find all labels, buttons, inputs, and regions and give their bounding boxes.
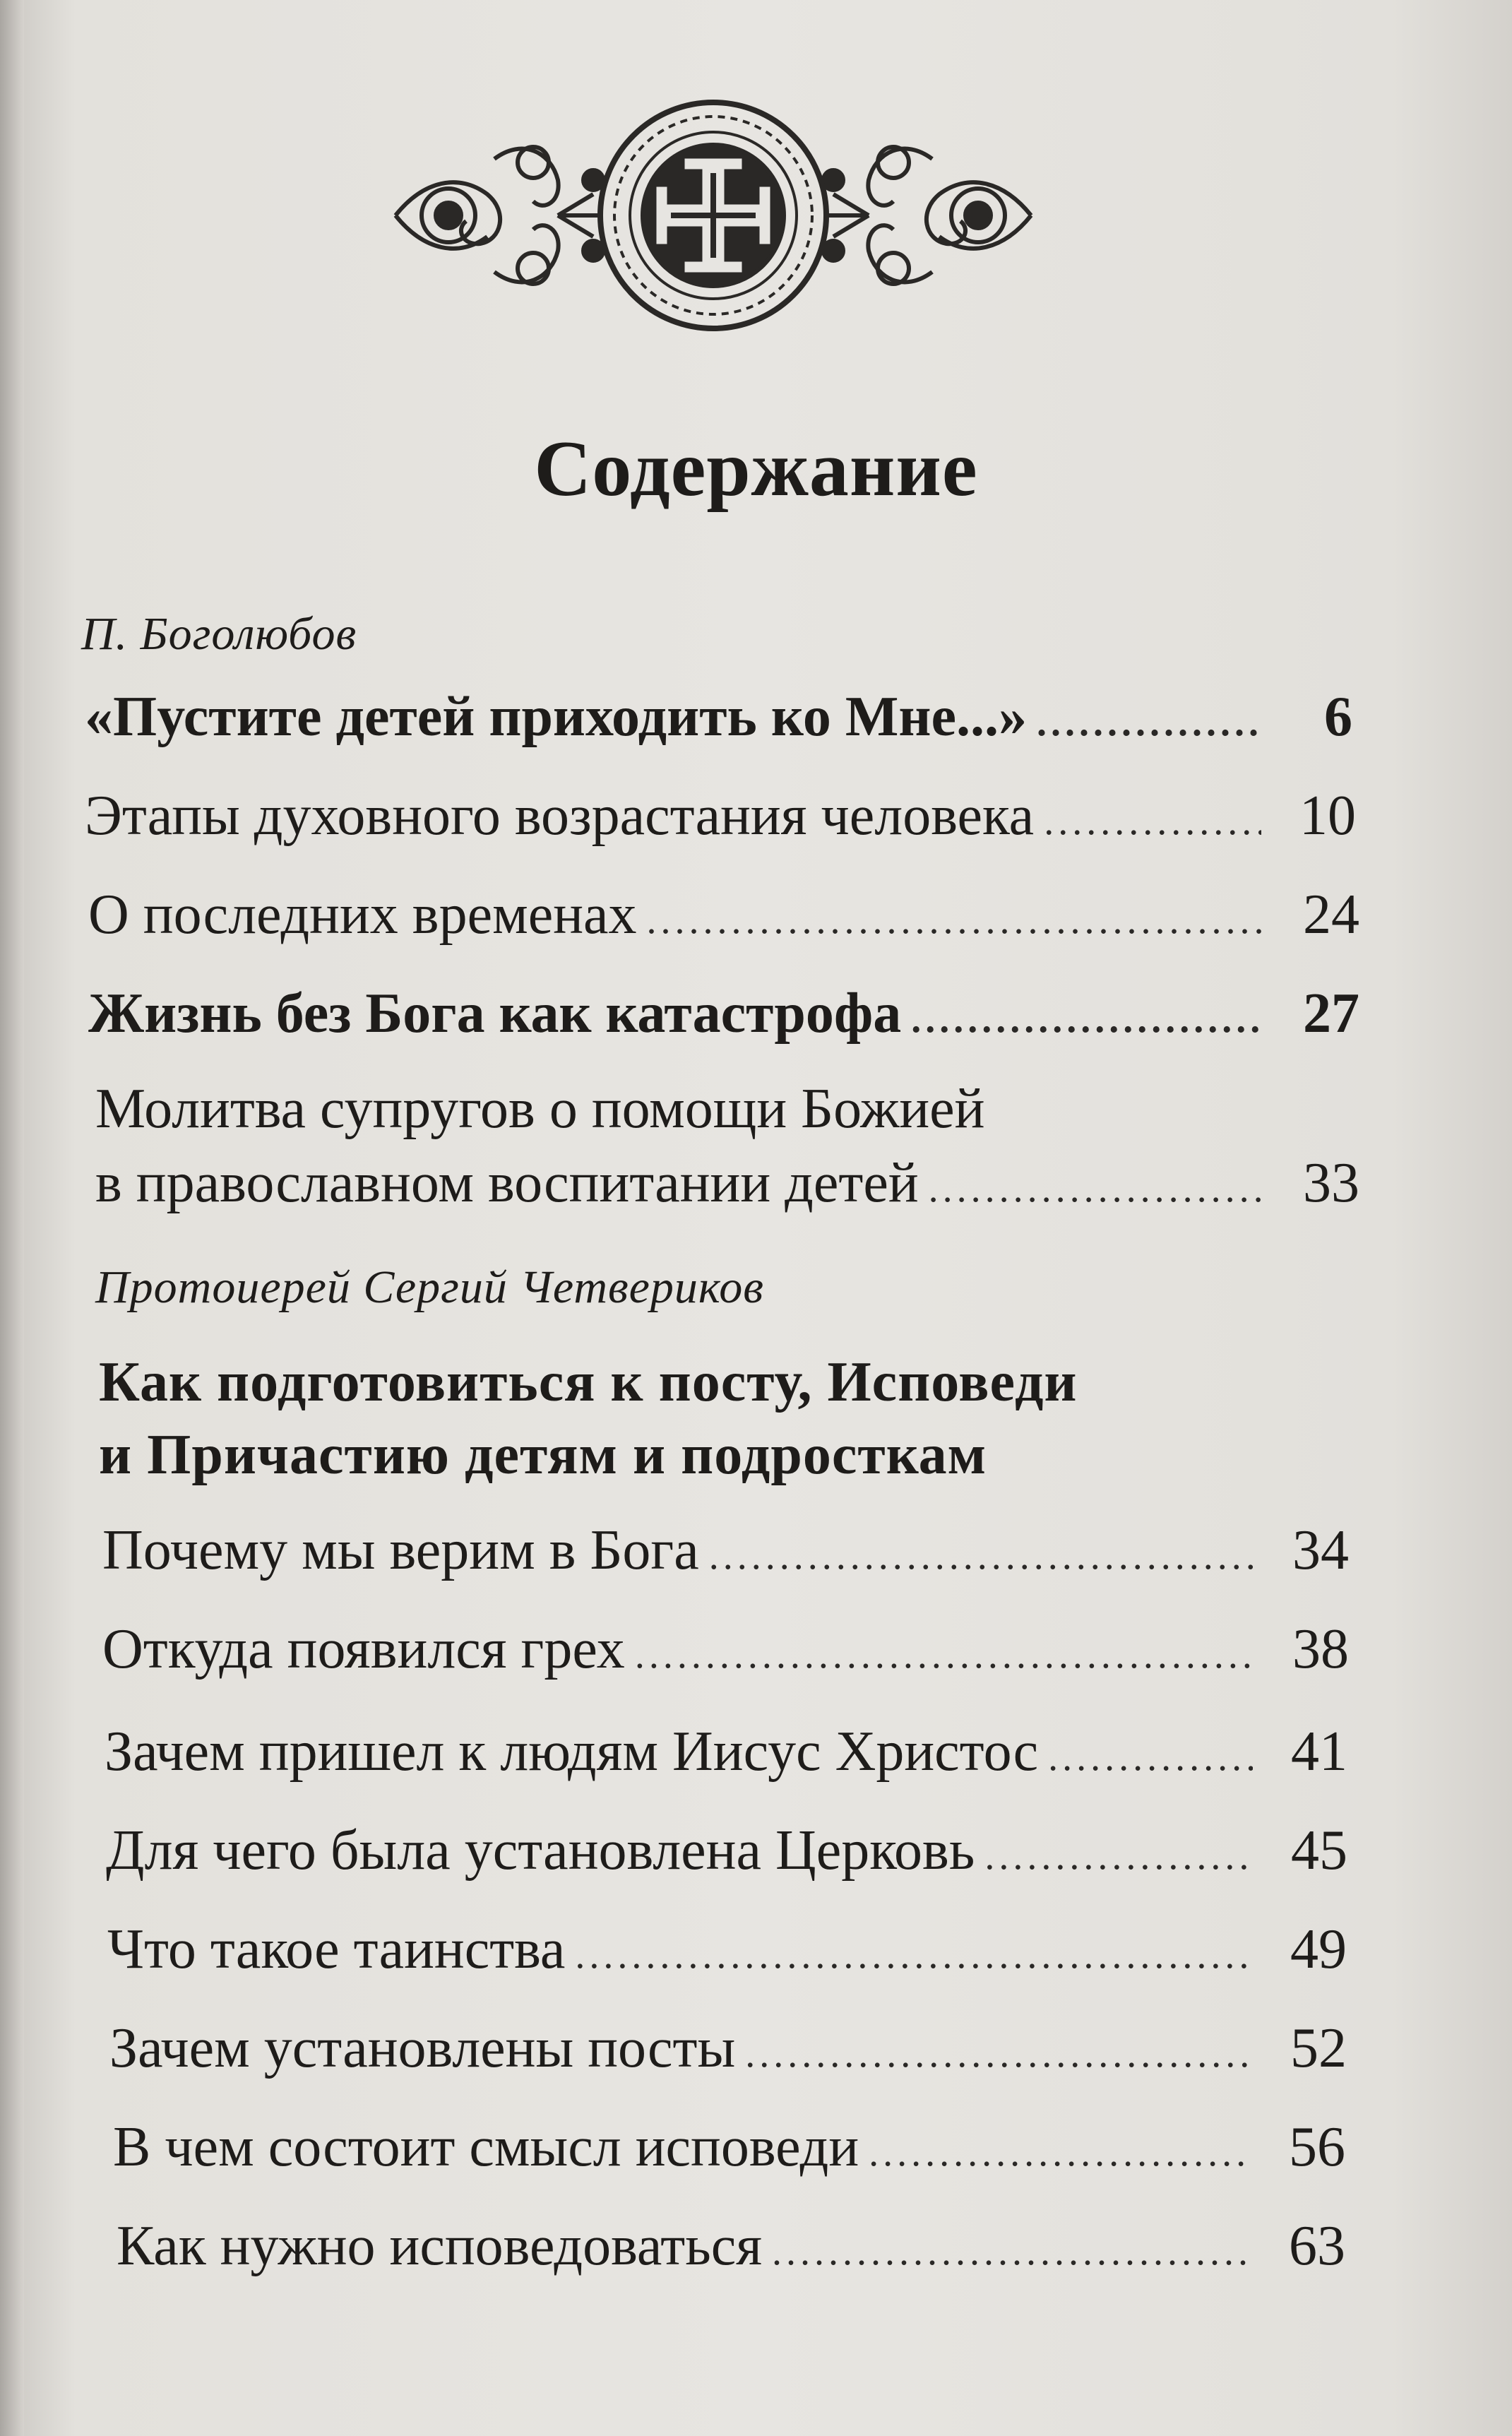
toc-entry-page: 34 (1292, 1519, 1349, 1581)
dot-leader (575, 1935, 1252, 1975)
toc-entry-page: 63 (1289, 2215, 1345, 2277)
section-heading-line1: Как подготовиться к посту, Исповеди (99, 1351, 1078, 1413)
section-author: П. Боголюбов (81, 608, 357, 660)
cross-ornament-icon (381, 95, 1045, 335)
toc-entry[interactable] (105, 1721, 1347, 1783)
toc-entry-title: Как нужно исповедоваться (117, 2215, 763, 2277)
toc-entry-page: 24 (1303, 884, 1359, 946)
toc-entry-title: Почему мы верим в Бога (102, 1519, 699, 1581)
toc-entry-title: Этапы духовного возрастания человека (85, 785, 1035, 847)
toc-entry[interactable] (113, 2116, 1345, 2178)
toc-entry-title-line2: в православном воспитании детей (95, 1152, 919, 1214)
toc-entry[interactable] (107, 1918, 1347, 1980)
toc-entry-title: Откуда появился грех (102, 1618, 625, 1680)
page-binding-edge (0, 0, 24, 2436)
toc-entry-page: 52 (1290, 2017, 1347, 2079)
dot-leader (772, 2232, 1251, 2271)
toc-entry-page: 10 (1299, 785, 1356, 847)
toc-entry-page: 38 (1292, 1618, 1349, 1680)
toc-entry[interactable] (109, 2017, 1347, 2079)
toc-entry[interactable] (88, 982, 1359, 1045)
toc-entry[interactable] (102, 1618, 1349, 1680)
toc-entry[interactable] (88, 884, 1359, 946)
toc-entry[interactable] (95, 1152, 1359, 1214)
dot-leader (869, 2133, 1251, 2173)
toc-entry-title: Зачем установлены посты (109, 2017, 736, 2079)
dot-leader (1037, 703, 1258, 742)
toc-entry-page: 49 (1290, 1918, 1347, 1980)
toc-entry-title: Для чего была установлена Церковь (106, 1819, 975, 1882)
toc-entry-title: О последних временах (88, 884, 637, 946)
dot-leader (635, 1635, 1254, 1675)
dot-leader (647, 901, 1265, 940)
toc-entry-title: Что такое таинства (107, 1918, 566, 1980)
toc-entry[interactable] (85, 686, 1352, 748)
toc-entry-title: Зачем пришел к людям Иисус Христос (105, 1721, 1039, 1783)
toc-entry-title-line1: Молитва супругов о помощи Божией (95, 1078, 985, 1140)
dot-leader (1048, 1737, 1253, 1777)
toc-entry-page: 33 (1303, 1152, 1359, 1214)
section-author: Протоиерей Сергий Четвериков (95, 1261, 764, 1313)
toc-entry-title: Жизнь без Бога как катастрофа (88, 982, 902, 1045)
toc-entry-title: «Пустите детей приходить ко Мне...» (85, 686, 1027, 748)
toc-entry[interactable] (106, 1819, 1347, 1882)
dot-leader (929, 1169, 1265, 1208)
toc-entry-page: 56 (1289, 2116, 1345, 2178)
dot-leader (709, 1536, 1254, 1576)
toc-entry-page: 6 (1324, 686, 1352, 748)
toc-entry-title: В чем состоит смысл исповеди (113, 2116, 859, 2178)
toc-entry-page: 45 (1291, 1819, 1347, 1882)
toc-entry-page: 27 (1303, 982, 1359, 1045)
page-title: Содержание (534, 425, 978, 513)
dot-leader (1044, 802, 1261, 841)
dot-leader (911, 999, 1265, 1039)
toc-entry[interactable] (102, 1519, 1349, 1581)
toc-entry[interactable] (117, 2215, 1345, 2277)
dot-leader (984, 1836, 1253, 1876)
toc-entry-page: 41 (1291, 1721, 1347, 1783)
toc-entry[interactable] (85, 785, 1356, 847)
dot-leader (745, 2034, 1252, 2074)
section-heading-line2: и Причастию детям и подросткам (99, 1424, 987, 1486)
